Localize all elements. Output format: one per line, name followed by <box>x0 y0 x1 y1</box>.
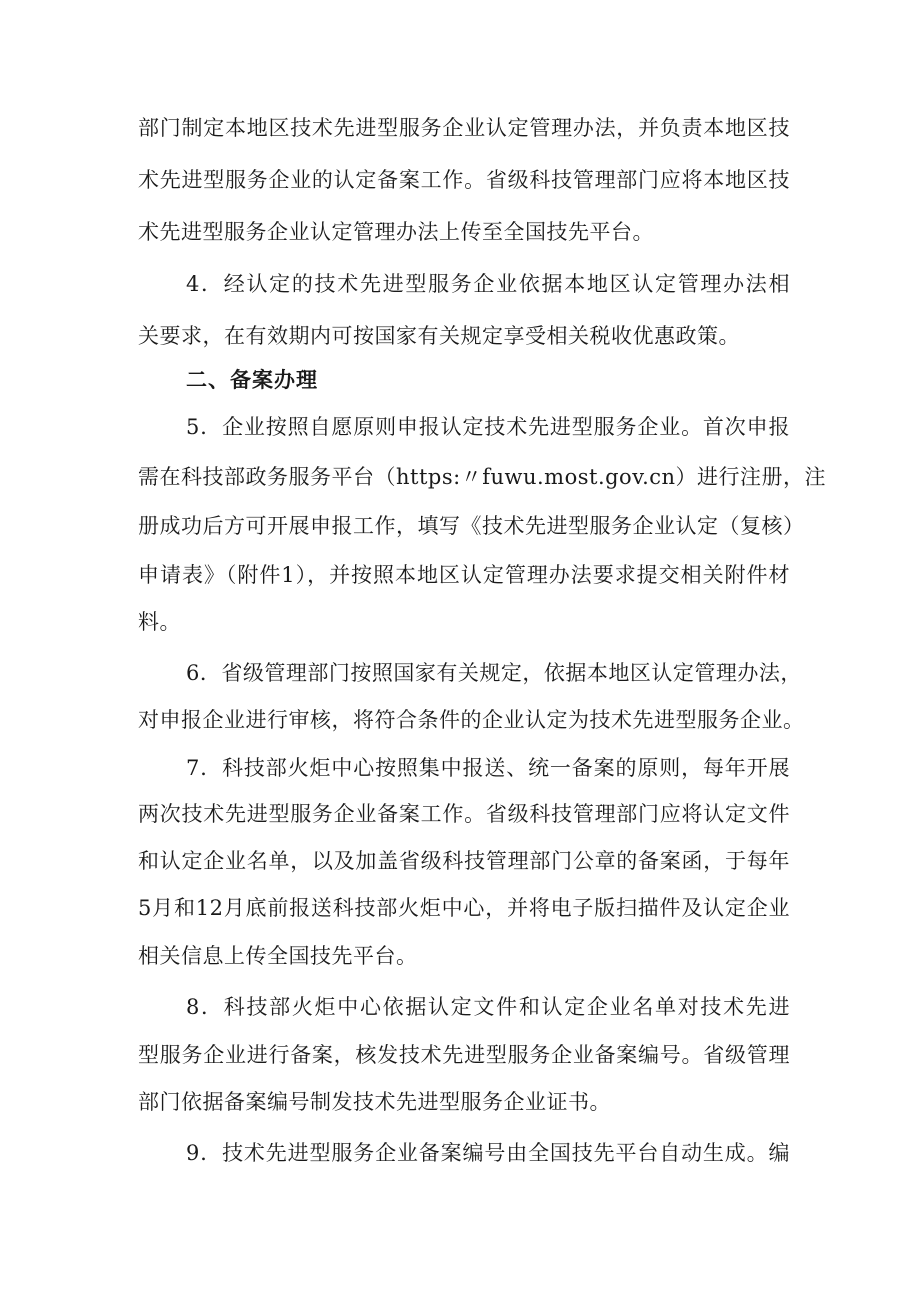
paragraph-line: 术先进型服务企业的认定备案工作。省级科技管理部门应将本地区技 <box>138 168 790 192</box>
paragraph-line: 相关信息上传全国技先平台。 <box>138 944 418 968</box>
paragraph-line: 两次技术先进型服务企业备案工作。省级科技管理部门应将认定文件 <box>138 802 790 826</box>
paragraph-line: 5．企业按照自愿原则申报认定技术先进型服务企业。首次申报 <box>186 415 790 439</box>
paragraph-line: 申请表》（附件1），并按照本地区认定管理办法要求提交相关附件材 <box>138 563 790 587</box>
paragraph-line: 和认定企业名单，以及加盖省级科技管理部门公章的备案函，于每年 <box>138 849 790 873</box>
paragraph-line: 册成功后方可开展申报工作，填写《技术先进型服务企业认定（复核） <box>138 514 805 538</box>
paragraph-line: 8．科技部火炬中心依据认定文件和认定企业名单对技术先进 <box>186 995 790 1019</box>
paragraph-line: 7．科技部火炬中心按照集中报送、统一备案的原则，每年开展 <box>186 756 790 780</box>
section-heading: 二、备案办理 <box>186 368 318 392</box>
paragraph-line: 关要求，在有效期内可按国家有关规定享受相关税收优惠政策。 <box>138 324 740 348</box>
paragraph-line: 对申报企业进行审核，将符合条件的企业认定为技术先进型服务企业。 <box>138 708 805 732</box>
paragraph-line: 9．技术先进型服务企业备案编号由全国技先平台自动生成。编 <box>186 1141 790 1165</box>
paragraph-line: 6．省级管理部门按照国家有关规定，依据本地区认定管理办法， <box>186 661 802 685</box>
paragraph-line: 部门依据备案编号制发技术先进型服务企业证书。 <box>138 1090 611 1114</box>
paragraph-line: 5月和12月底前报送科技部火炬中心，并将电子版扫描件及认定企业 <box>138 896 790 920</box>
paragraph-line: 术先进型服务企业认定管理办法上传至全国技先平台。 <box>138 220 654 244</box>
paragraph-line: 4．经认定的技术先进型服务企业依据本地区认定管理办法相 <box>186 272 790 296</box>
paragraph-line: 型服务企业进行备案，核发技术先进型服务企业备案编号。省级管理 <box>138 1043 790 1067</box>
paragraph-line: 部门制定本地区技术先进型服务企业认定管理办法，并负责本地区技 <box>138 116 790 140</box>
paragraph-line: 需在科技部政务服务平台（https:〃fuwu.most.gov.cn）进行注册，注 <box>138 465 827 489</box>
paragraph-line: 料。 <box>138 610 181 634</box>
